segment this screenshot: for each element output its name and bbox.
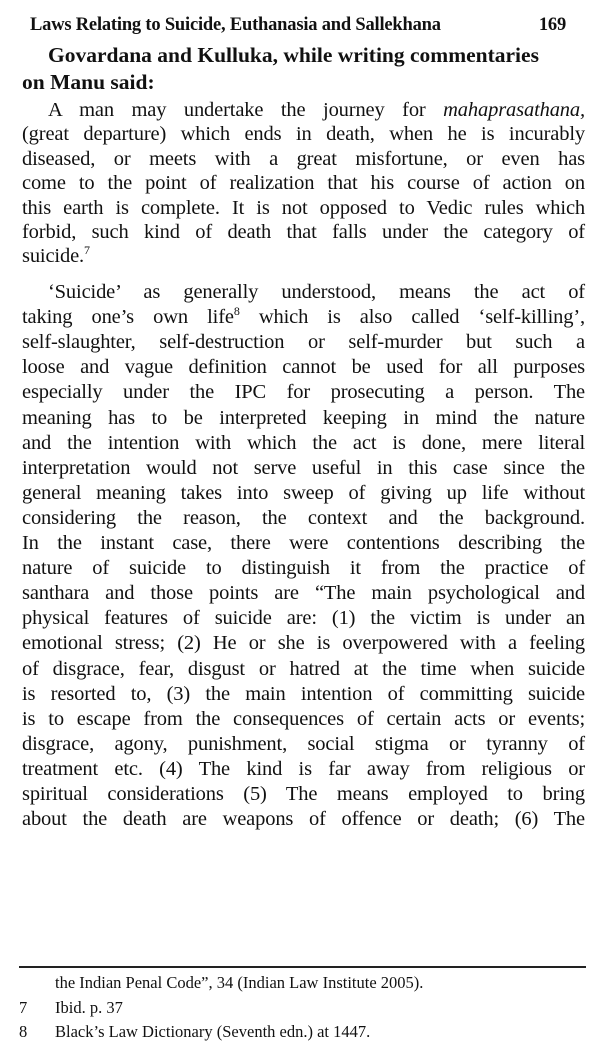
text-line [48,281,585,304]
text-segment: which is also called ‘self-killing’, [239,306,586,329]
page-number: 169 [538,15,566,35]
text-segment: mahaprasathana, [443,99,585,121]
text-line [22,507,585,530]
text-line [22,557,585,580]
text-segment: about the death are weapons of offence or death; (6) The [22,808,585,831]
text-segment: meaning has to be interpreted keeping in mind the nature [22,406,585,429]
text-line [22,148,585,171]
text-segment: loose and vague definition cannot be used for all purposes [22,356,585,379]
text-line [22,172,585,195]
text-line [22,482,585,505]
text-line [22,381,585,404]
text-line [22,733,585,756]
text-segment: treatment etc. (4) The kind is far away from religious or [22,757,585,780]
text-line [22,306,585,329]
text-line [22,683,585,706]
heading-line-2: on Manu said: [22,70,155,94]
text-line [22,582,585,605]
text-line [22,407,585,430]
footnote-text-7: Ibid. p. 37 [55,998,123,1017]
text-segment: physical features of suicide are: (1) the victim is under an [22,607,585,630]
text-segment: (great departure) which ends in death, when he is incurably [22,123,585,146]
text-segment: nature of suicide to distinguish it from the practice of [22,557,585,580]
text-line [22,432,585,455]
text-segment: A man may undertake the journey for [48,99,444,121]
heading-line-1: Govardana and Kulluka, while writing commentaries [48,43,539,67]
text-line [22,457,585,480]
text-segment: is to escape from the consequences of certain acts or events; [22,707,585,730]
text-segment: especially under the IPC for prosecuting a person. The [22,381,585,404]
text-segment: self-slaughter, self-destruction or self-murder but such a [22,331,585,354]
text-segment: ‘Suicide’ as generally understood, means the act of [48,281,585,303]
text-segment: of disgrace, fear, disgust or hatred at the time when suicide [22,657,585,680]
text-segment: is resorted to, (3) the main intention of committing suicide [22,682,585,705]
footnote-continuation: the Indian Penal Code”, 34 (Indian Law Institute 2005). [55,973,424,992]
text-line [22,331,585,354]
text-line [22,783,585,806]
running-title: Laws Relating to Suicide, Euthanasia and Sallekhana [30,15,441,35]
text-line [22,221,585,244]
text-line [22,245,585,268]
footnote-marker: 8 [233,304,240,319]
text-segment: interpretation would not serve useful in this case since the [22,456,585,479]
text-segment: come to the point of realization that his course of action on [22,172,585,195]
text-segment: emotional stress; (2) He or she is overpowered with a feeling [22,632,585,655]
footnote-divider [19,966,586,968]
text-line [22,632,585,655]
text-segment: spiritual considerations (5) The means employed to bring [22,783,585,805]
text-segment: In the instant case, there were contentions describing the [22,532,585,554]
footnote-number-8: 8 [19,1022,28,1041]
text-line [22,123,585,146]
text-segment: taking one’s own life [22,306,234,329]
text-line [22,758,585,781]
text-segment: general meaning takes into sweep of giving up life without [22,481,585,504]
footnote-number-7: 7 [19,998,28,1017]
section-heading [22,42,585,96]
text-line [48,99,585,122]
text-line [22,708,585,731]
text-segment: disgrace, agony, punishment, social stigma or tyranny of [22,732,585,755]
text-line [22,607,585,630]
text-segment: diseased, or meets with a great misfortune, or even has [22,147,585,170]
text-line [22,658,585,681]
text-segment: suicide. [22,245,84,268]
text-line [22,197,585,220]
text-segment: santhara and those points are “The main psychological and [22,582,585,605]
text-segment: this earth is complete. It is not opposed to Vedic rules which [22,196,585,219]
text-segment: forbid, such kind of death that falls under the category of [22,221,585,243]
text-line [22,532,585,555]
footnote-marker: 7 [84,243,90,258]
text-line [22,356,585,379]
running-header [30,14,566,36]
footnote-text-8: Black’s Law Dictionary (Seventh edn.) at 1447. [55,1022,371,1041]
text-segment: and the intention with which the act is done, mere literal [22,431,585,454]
text-segment: considering the reason, the context and the background. [22,506,585,529]
text-line [22,808,585,831]
